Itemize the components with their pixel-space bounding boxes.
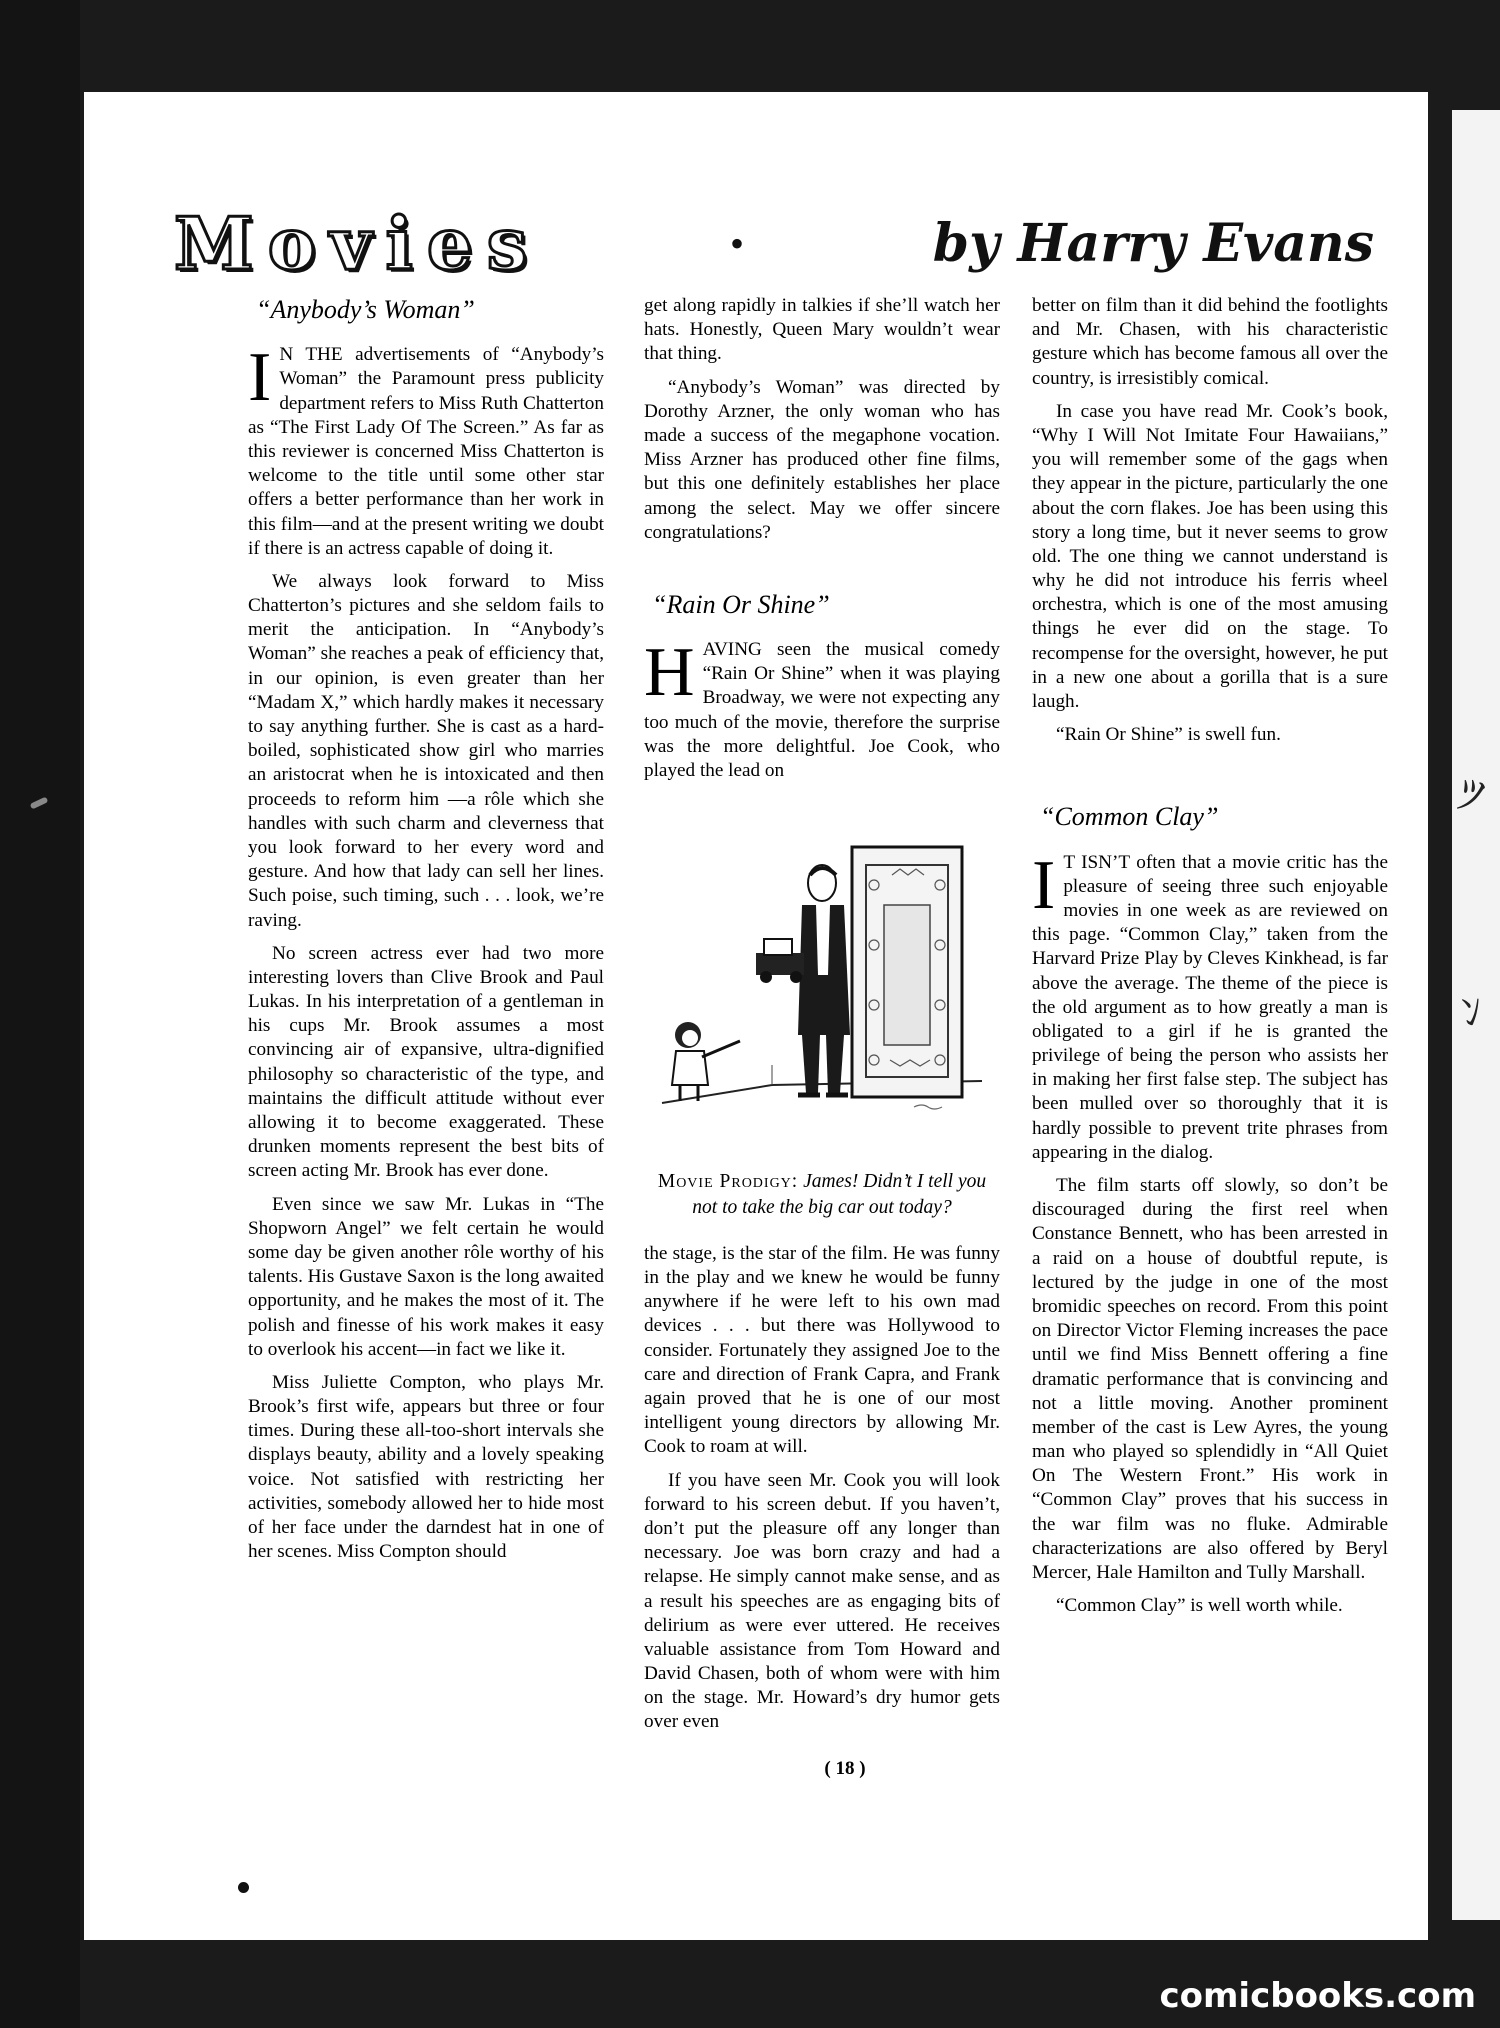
title-separator: • [730, 221, 745, 266]
watermark: comicbooks.com [1159, 1976, 1476, 2016]
review-heading-anybodys-woman: “Anybody’s Woman” [256, 295, 475, 324]
paragraph: get along rapidly in talkies if she’ll watch her hats. Honestly, Queen Mary wouldn’t wear that thing. [644, 295, 1000, 365]
paragraph-text: N THE advertisements of “Anybody’s Woman” the Paramount press publicity department refers to Miss Ruth Chatterton as “The First Lady Of The Screen.” As far as this reviewer is concerned Miss Chatterton is welcome to the title until some other star offers a better performance than her work in this film—and at the present writing we doubt if there is an actress capable of doing it. [248, 344, 604, 559]
page-header [174, 201, 1374, 286]
caption-label: Movie Prodigy: [657, 1171, 799, 1193]
paragraph [248, 339, 604, 561]
adjacent-page-edge [1452, 110, 1500, 1920]
adjacent-page-mark: ﾂ [1450, 766, 1491, 826]
paragraph: better on film than it did behind the footlights and Mr. Chasen, with his characteristic gesture which has become famous all over the country, is irresistibly comical. [1032, 295, 1388, 389]
margin-dot [238, 1882, 249, 1893]
section-title: Movies [174, 201, 542, 286]
review-heading-rain-or-shine: “Rain Or Shine” [652, 589, 830, 619]
cartoon-caption [644, 1169, 1000, 1220]
cartoon-illustration [652, 835, 992, 1155]
paragraph [1032, 846, 1388, 1165]
article-column-2 [644, 294, 1000, 1744]
paragraph: In case you have read Mr. Cook’s book, “Why I Will Not Imitate Four Hawaiians,” you will remember some of the gags when they appear in the picture, particularly the one about the corn flakes. Joe has been using this story a long time, but it never seems to grow old. The one thing we cannot understand is why he did not introduce his ferris wheel orchestra, which is one of the most amusing things he ever did on the stage. To recompense for the oversight, however, he put in a new one about a gorilla that is a sure laugh. [1032, 400, 1388, 712]
paragraph: We always look forward to Miss Chatterton’s pictures and she seldom fails to merit the anticipation. In “Anybody’s Woman” she reaches a peak of efficiency that, in our opinion, is even greater than her “Madam X,” which hardly makes it necessary to say anything further. She is cast as a hard-boiled, sophisticated show girl who marries an aristocrat when he is intoxicated and then proceeds to reform him —a rôle which she handles with such charm and cleverness that you look forward to her every word and gesture. And how that lady can sell her lines. Such poise, such timing, such . . . look, we’re raving. [248, 570, 604, 931]
author-byline: by Harry Evans [932, 213, 1374, 274]
paragraph: “Anybody’s Woman” was directed by Dorothy Arzner, the only woman who has made a success of the megaphone vocation. Miss Arzner has produced other fine films, but this one definitely establishes her place among the select. May we offer sincere congratulations? [644, 376, 1000, 543]
paragraph: “Common Clay” is well worth while. [1056, 1595, 1343, 1617]
paragraph-text: AVING seen the musical comedy “Rain Or Shine” when it was playing Broadway, we were not expecting any too much of the movie, therefore the surprise was the more delightful. Joe Cook, who played the lead on [644, 639, 1000, 781]
page-number: ( 18 ) [824, 1758, 866, 1779]
review-heading-common-clay: “Common Clay” [1040, 802, 1219, 832]
paragraph: Miss Juliette Compton, who plays Mr. Brook’s first wife, appears but three or four times. During these all-too-short intervals she displays beauty, ability and a lovely speaking voice. Not satisfied with restricting her activities, somebody allowed her to hide most of her face under the darndest hat in one of her scenes. Miss Compton should [248, 1371, 604, 1563]
paragraph-text: T ISN’T often that a movie critic has the pleasure of seeing three such enjoyable movies in one week as are reviewed on this page. “Common Clay,” taken from the Harvard Prize Play by Cleves Kinkhead, is far above the average. The theme of the piece is the old argument as to how greatly a man is obligated to a girl if he is granted the privilege of being the person who assists her in making her first false step. The subject has been mulled over so thoroughly that it is hardly possible to prevent trite phrases from appearing in the dialog. [1032, 851, 1388, 1163]
article-column-1 [248, 294, 604, 1573]
paragraph: If you have seen Mr. Cook you will look forward to his screen debut. If you haven’t, don’t put the pleasure off any longer than necessary. Joe was born crazy and had a relapse. He simply cannot make sense, and as a result his speeches are as engaging bits of delirium as were ever uttered. He receives valuable assistance from Tom Howard and David Chasen, both of whom were with him on the stage. Mr. Howard’s dry humor gets over even [644, 1469, 1000, 1733]
scan-left-margin [0, 0, 80, 2028]
caption-text: James! Didn’t I tell you not to take the big car out today? [692, 1171, 987, 1218]
paragraph: The film starts off slowly, so don’t be discouraged during the first reel when Constance Bennett, who has been arrested in a raid on a house of doubtful repute, is lectured by the judge in one of the most bromidic speeches on record. From this point on Director Victor Fleming increases the pace until we find Miss Bennett offering a fine dramatic performance that is convincing and not a little moving. Another prominent member of the cast is Lew Ayres, the young man who played so splendidly in “All Quiet On The Western Front.” His work in “Common Clay” proves that his success in the war film was no fluke. Admirable characterizations are also offered by Beryl Mercer, Hale Hamilton and Tully Marshall. [1032, 1175, 1388, 1583]
adjacent-page-mark: ﾝ [1458, 987, 1488, 1037]
drop-cap: H [644, 634, 695, 712]
paragraph [644, 634, 1000, 783]
drop-cap: I [1032, 846, 1056, 924]
drop-cap: I [248, 339, 272, 417]
paragraph: the stage, is the star of the film. He was funny in the play and we knew he would be funny anywhere if he were left to his own mad devices . . . but there was Hollywood to consider. Fortunately they assigned Joe to the care and direction of Frank Capra, and Frank again proved that he is one of our most intelligent young directors by allowing Mr. Cook to roam at will. [644, 1242, 1000, 1458]
paragraph: Even since we saw Mr. Lukas in “The Shopworn Angel” we felt certain he would some day be given another rôle worthy of his talents. His Gustave Saxon is the long awaited opportunity, and he makes the most of it. The polish and finesse of his work makes it easy to overlook his accent—in fact we like it. [248, 1193, 604, 1360]
paragraph: “Rain Or Shine” is swell fun. [1056, 724, 1281, 746]
paragraph: No screen actress ever had two more interesting lovers than Clive Brook and Paul Lukas. In his interpretation of a gentleman in his cups Mr. Brook assumes a most convincing air of expansive, ultra-dignified philosophy so characteristic of the type, and maintains the difficult attitude without ever allowing it to become exaggerated. These drunken moments represent the best bits of screen acting Mr. Brook has ever done. [248, 942, 604, 1182]
article-column-3 [1032, 294, 1388, 1627]
